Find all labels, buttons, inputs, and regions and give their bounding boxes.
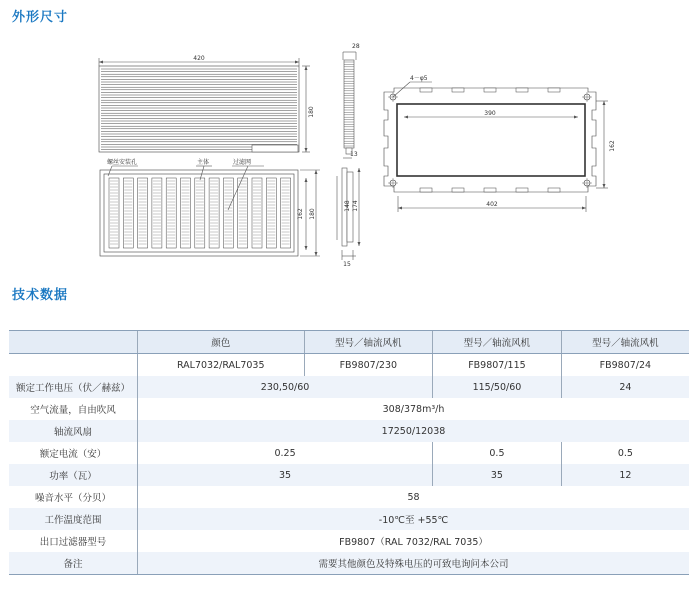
table-row [9, 398, 689, 420]
table-row [9, 420, 689, 442]
voltage-115: 115/50/60 [433, 376, 562, 398]
power-115: 35 [433, 464, 562, 486]
grille-front-drawing [100, 166, 320, 256]
current-24: 0.5 [561, 442, 689, 464]
filter-label: 出口过滤器型号 [39, 537, 107, 548]
header-model-230: 型号／轴流风机 [304, 331, 433, 354]
temp-label: 工作温度范围 [9, 508, 138, 530]
noise-value: 58 [138, 486, 690, 508]
table-row [9, 354, 689, 377]
grille-side-drawing [337, 168, 361, 260]
table-header-row [9, 331, 689, 354]
table-row [9, 552, 689, 575]
side-h1-label: 148 [344, 200, 351, 212]
front-width-label: 420 [193, 55, 205, 62]
current-115: 0.5 [433, 442, 562, 464]
header-model-115: 型号／轴流风机 [433, 331, 562, 354]
side-depth-label: 15 [343, 261, 351, 268]
callout-body: 主体 [197, 159, 210, 166]
table-row [9, 486, 689, 508]
front-height-label: 180 [308, 106, 315, 118]
side-depth-bottom-label: 13 [350, 151, 358, 158]
airflow-value: 308/378m³/h [138, 398, 690, 420]
color-value: RAL7032/RAL7035 [138, 354, 305, 377]
fan-label: 轴流风扇 [9, 420, 138, 442]
back-height-label: 162 [609, 140, 616, 152]
voltage-24: 24 [561, 376, 689, 398]
model-115: FB9807/115 [433, 354, 562, 377]
header-model-24: 型号／轴流风机 [561, 331, 689, 354]
header-color: 颜色 [138, 331, 305, 354]
power-230: 35 [138, 464, 433, 486]
temp-value: -10℃至 +55℃ [138, 508, 690, 530]
mount-holes-label: 4－φ5 [410, 75, 428, 82]
power-label: 功率（瓦） [9, 464, 138, 486]
note-label: 备注 [9, 552, 138, 575]
dimension-drawings [0, 0, 700, 280]
callout-filter: 过滤网 [233, 159, 252, 166]
table-row [9, 376, 689, 398]
tech-data-table [9, 330, 689, 575]
callout-screw-holes: 螺丝安装孔 [107, 159, 138, 166]
side-depth-top-label: 28 [352, 43, 360, 50]
grille-inner-height-label: 162 [297, 208, 304, 220]
voltage-230: 230,50/60 [138, 376, 433, 398]
power-24: 12 [561, 464, 689, 486]
back-inner-width-label: 390 [484, 110, 496, 117]
table-row [9, 464, 689, 486]
voltage-label: 额定工作电压（伏／赫兹） [9, 376, 138, 398]
dimensions-section-title: 外形尺寸 [12, 10, 69, 25]
noise-label: 噪音水平（分贝） [34, 493, 111, 504]
model-24: FB9807/24 [561, 354, 689, 377]
grille-outer-height-label: 180 [309, 208, 316, 220]
note-value: 需要其他颜色及特殊电压的可致电询问本公司 [138, 552, 690, 575]
airflow-label: 空气流量，自由吹风 [30, 405, 116, 416]
filter-value: FB9807（RAL 7032/RAL 7035） [138, 530, 690, 552]
header-empty [9, 331, 138, 354]
table-row [9, 508, 689, 530]
fan-value: 17250/12038 [138, 420, 690, 442]
table-row [9, 442, 689, 464]
front-view-drawing [99, 58, 310, 152]
table-row [9, 530, 689, 552]
back-view-drawing [384, 82, 608, 212]
current-label: 额定电流（安） [39, 449, 107, 460]
back-outer-width-label: 402 [486, 201, 498, 208]
side-view-drawing [343, 52, 356, 158]
current-230: 0.25 [138, 442, 433, 464]
side-h2-label: 174 [352, 200, 359, 212]
tech-data-section-title: 技术数据 [12, 288, 69, 303]
model-230: FB9807/230 [304, 354, 433, 377]
